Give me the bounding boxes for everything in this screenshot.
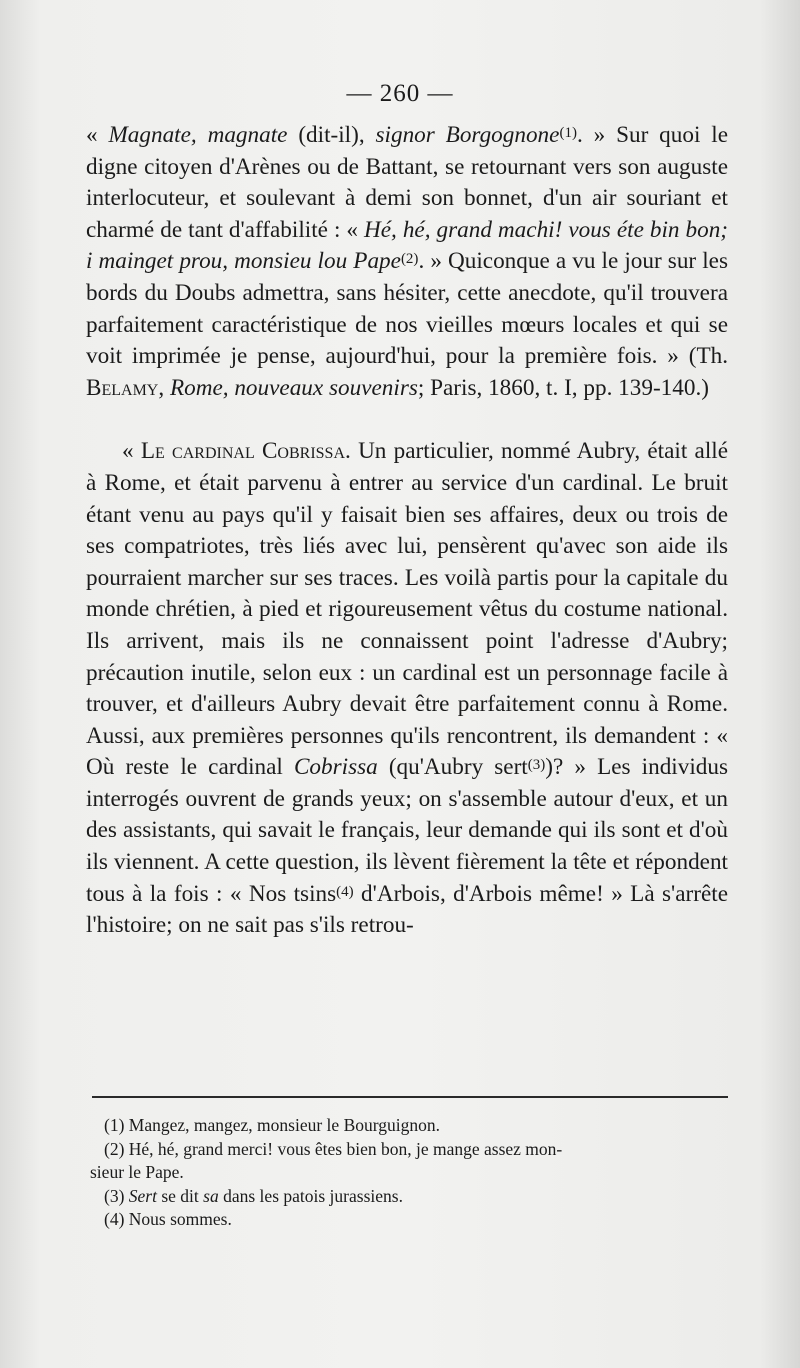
footnote-3 bbox=[104, 1185, 726, 1209]
footnote-4: (4) Nous sommes. bbox=[104, 1209, 232, 1229]
text-segment: d'Arbois, d'Arbois même! » Là s'arrête l'histoire; on ne sait pas s'ils retrou- bbox=[86, 880, 728, 939]
italic-sa: sa bbox=[203, 1185, 219, 1206]
page-number: — 260 — bbox=[346, 80, 454, 107]
open-quote: « bbox=[86, 122, 109, 148]
footnotes bbox=[90, 1114, 726, 1232]
footnote-1: (1) Mangez, mangez, monsieur le Bourguignon. bbox=[104, 1115, 440, 1135]
citation: ; Paris, 1860, t. I, pp. 139-140.) bbox=[417, 374, 709, 401]
footnote-2 bbox=[104, 1138, 726, 1162]
footnote-ref-4: (4) bbox=[336, 883, 354, 900]
book-title: Rome, nouveaux souvenirs bbox=[169, 374, 418, 401]
text-segment: )? » Les individus interrogés ouvrent de grands yeux; on s'assemble autour d'eux, et un des assistants, qui savait le français, leur demande qui ils sont et d'où ils viennent. A cette question, ils lèvent fièrement la tête et répondent tous à la fois : « Nos tsins bbox=[86, 754, 728, 907]
footnote-ref-2: (2) bbox=[400, 251, 419, 268]
text-dit-il: (dit-il), bbox=[287, 122, 376, 148]
text-segment: . » Sur quoi le digne citoyen d'Arènes ou de Battant, se retournant vers son auguste interlocuteur, et soulevant à demi son bonnet, d'un air souriant et charmé de tant d'affabilité : « bbox=[86, 122, 729, 243]
footnote-2-continuation: sieur le Pape. bbox=[90, 1162, 184, 1182]
text-segment: (qu'Aubry sert bbox=[377, 754, 528, 781]
text-segment: , bbox=[158, 374, 170, 401]
italic-magnate: Magnate, magnate bbox=[108, 122, 288, 148]
italic-sert: Sert bbox=[128, 1185, 157, 1206]
footnote-ref-1: (1) bbox=[559, 125, 577, 141]
text-segment: se dit bbox=[156, 1185, 204, 1206]
italic-patois: Hé, hé, grand machi! vous éte bin bon; i mainget prou, monsieu lou Pape bbox=[86, 216, 729, 275]
text-segment: . » Quiconque a vu le jour sur les bords du Doubs admettra, sans hésiter, cette anecdote, qu'il trouvera parfaitement caractéristique de nos vieilles mœurs locales et qui se voit imprimée je pense, aujourd'hui, pour la première fois. » (Th. bbox=[86, 248, 728, 370]
footnote-3-num: (3) bbox=[104, 1185, 129, 1206]
italic-signor: signor Borgognone bbox=[375, 122, 560, 148]
paragraph-quote-continuation bbox=[86, 120, 728, 404]
main-text bbox=[86, 120, 728, 942]
story-title: Le cardinal Cobrissa bbox=[140, 438, 346, 465]
footnote-ref-3: (3) bbox=[527, 757, 546, 774]
footnote-rule bbox=[92, 1096, 728, 1098]
footnote-2-line1: (2) Hé, hé, grand merci! vous êtes bien bon, je mange assez mon- bbox=[104, 1138, 563, 1159]
paragraph-cardinal-cobrissa bbox=[86, 436, 728, 942]
author-name: Belamy bbox=[86, 374, 159, 401]
italic-cobrissa: Cobrissa bbox=[293, 754, 378, 781]
text-segment: dans les patois jurassiens. bbox=[218, 1185, 403, 1206]
text-segment: . Un particulier, nommé Aubry, était allé à Rome, et était parvenu à entrer au service d'un cardinal. Le bruit étant venu au pays qu'il y faisait bien ses affaires, deux ou trois de ses compatriotes, très liés avec lui, pensèrent qu'avec son aide ils pourraient marcher sur ses traces. Les voilà partis pour la capitale du monde chrétien, à pied et rigoureusement vêtus du costume national. Ils arrivent, mais ils ne connaissent point l'adresse d'Aubry; précaution inutile, selon eux : un cardinal est un personnage facile à trouver, et d'ailleurs Aubry devait être parfaitement connu à Rome. Aussi, aux premières personnes qu'ils rencontrent, ils demandent : « Où reste le cardinal bbox=[86, 438, 729, 781]
open-quote: « bbox=[122, 438, 141, 465]
